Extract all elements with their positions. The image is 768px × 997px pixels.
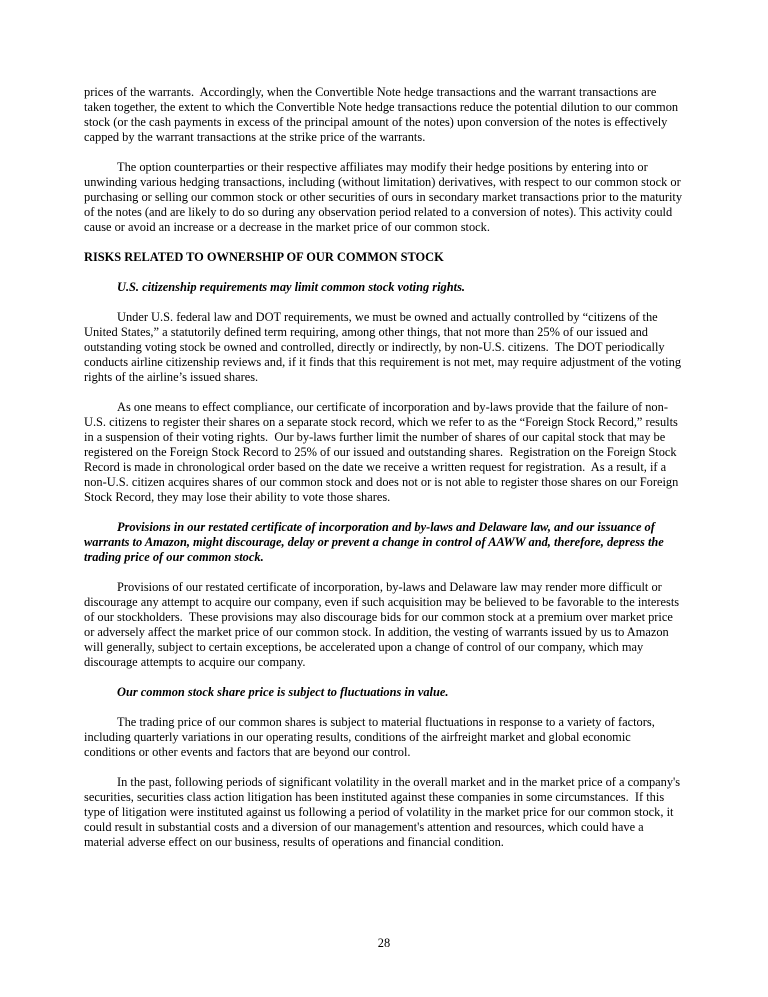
page-number: 28 — [377, 936, 391, 950]
paragraph-volatility-litigation: In the past, following periods of significant volatility in the overall market and in the market price of a company's securities, securities class action litigation has been instituted against these companies in some circumstances. If this type of litigation were instituted against us following a period of volatility in the market price for our common stock, it could result in substantial costs and a diversion of our management's attention and resources, which could have a material adverse effect on our business, results of operations and financial condition. — [84, 775, 684, 849]
paragraph-federal-law-dot: Under U.S. federal law and DOT requirements, we must be owned and actually controlled by “citizens of the United States,” a statutorily defined term requiring, among other things, that not more than 25% of our issued and outstanding voting stock be owned and controlled, directly or indirectly, by non-U.S. citizens. The DOT periodically conducts airline citizenship reviews and, if it finds that this requirement is not met, may require adjustment of the voting rights of the airline’s issued shares. — [84, 310, 685, 384]
paragraph-charter-provisions: Provisions of our restated certificate of incorporation, by-laws and Delaware law may render more difficult or discourage any attempt to acquire our company, even if such acquisition may be believed to be favorable to the interests of our stockholders. These provisions may also discourage bids for our common stock at a premium over market price or adversely affect the market price of our common stock. In addition, the vesting of warrants issued by us to Amazon will generally, subject to certain exceptions, be accelerated upon a change of control of our company, which may discourage attempts to acquire our company. — [84, 580, 683, 669]
risk-subheading-price-fluctuations: Our common stock share price is subject to fluctuations in value. — [117, 685, 449, 699]
risk-subheading-us-citizenship: U.S. citizenship requirements may limit common stock voting rights. — [117, 280, 466, 294]
section-heading-risks-common-stock: RISKS RELATED TO OWNERSHIP OF OUR COMMON STOCK — [84, 250, 444, 264]
paragraph-trading-price: The trading price of our common shares is subject to material fluctuations in response to a variety of factors, including quarterly variations in our operating results, conditions of the airfreight market and global economic conditions or other events and factors that are beyond our control. — [84, 715, 658, 759]
paragraph-foreign-stock-record: As one means to effect compliance, our certificate of incorporation and by-laws provide that the failure of non-U.S. citizens to register their shares on a separate stock record, which we refer to as the “Foreign Stock Record,” results in a suspension of their voting rights. Our by-laws further limit the number of shares of our capital stock that may be registered on the Foreign Stock Record to 25% of our issued and outstanding shares. Registration on the Foreign Stock Record is made in chronological order based on the date we receive a written request for registration. As a result, if a non-U.S. citizen acquires shares of our common stock and does not or is not able to register those shares on our Foreign Stock Record, they may lose their ability to vote those shares. — [84, 400, 682, 504]
continuation-paragraph: prices of the warrants. Accordingly, when the Convertible Note hedge transactions and the warrant transactions are taken together, the extent to which the Convertible Note hedge transactions reduce the potential dilution to our common stock (or the cash payments in excess of the principal amount of the notes) upon conversion of the notes is effectively capped by the warrant transactions at the strike price of the warrants. — [84, 85, 682, 144]
document-content — [84, 85, 685, 865]
paragraph-option-counterparties: The option counterparties or their respective affiliates may modify their hedge positions by entering into or unwinding various hedging transactions, including (without limitation) derivatives, with respect to our common stock or purchasing or selling our common stock or other securities of ours in secondary market transactions prior to the maturity of the notes (and are likely to do so during any observation period related to a conversion of notes). This activity could cause or avoid an increase or a decrease in the market price of our common stock. — [84, 160, 686, 234]
risk-subheading-charter-provisions: Provisions in our restated certificate of incorporation and by-laws and Delaware law, and our issuance of warrants to Amazon, might discourage, delay or prevent a change in control of AAWW and, therefore, depress the trading price of our common stock. — [84, 520, 667, 564]
